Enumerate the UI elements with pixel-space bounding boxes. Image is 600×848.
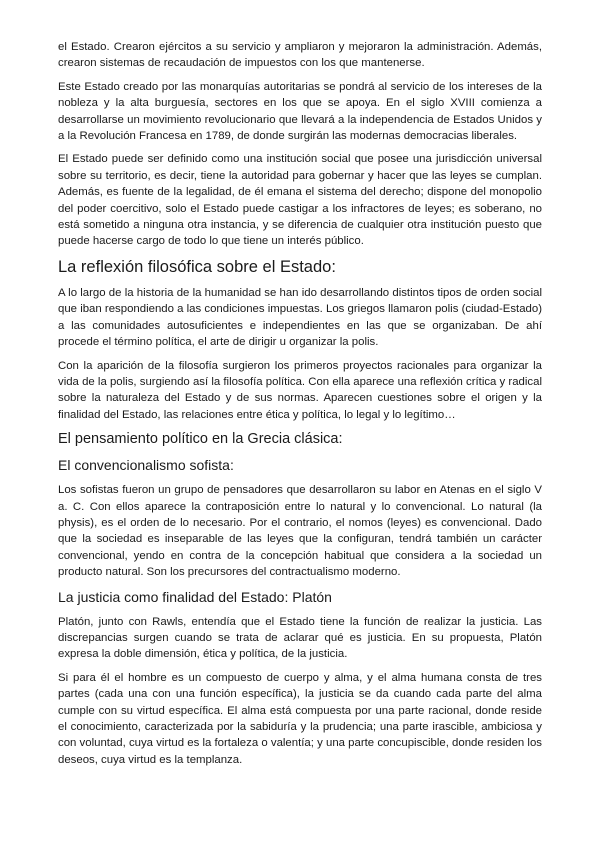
heading-platon: La justicia como finalidad del Estado: Platón [58, 588, 332, 605]
heading-reflexion: La reflexión filosófica sobre el Estado: [58, 257, 336, 276]
heading-convencionalismo: El convencionalismo sofista: [58, 457, 234, 474]
reflexion-paragraph-2: Con la aparición de la filosofía surgieron los primeros proyectos racionales para organizar la vida de la polis, surgiendo así la filosofía política. Con ella aparece una reflexión crítica y radical sobre la naturaleza del Estado y de sus normas. Aparecen cuestiones sobre el origen y la finalidad del Estado, las relaciones entre ética y política, lo legal y lo legítimo… [58, 359, 542, 421]
platon-paragraph-1: Platón, junto con Rawls, entendía que el Estado tiene la función de realizar la justicia. Las discrepancias surgen cuando se trata de aclarar qué es justicia. En su propuesta, Platón expresa la doble dimensión, ética y política, de la justicia. [58, 615, 542, 661]
heading-grecia: El pensamiento político en la Grecia clásica: [58, 431, 343, 448]
intro-paragraph-3: El Estado puede ser definido como una institución social que posee una jurisdicción universal sobre su territorio, es decir, tiene la autoridad para gobernar y hacer que las leyes se cumplan. Además, es fuente de la legalidad, de él emana el sistema del derecho; dispone del monopolio del poder coercitivo, solo el Estado puede castigar a los infractores de leyes; es soberano, no está sometido a ninguna otra instancia, y se diferencia de cualquier otra institución puesto que puede hacerse cargo de todo lo que tiene un interés público. [58, 153, 542, 248]
reflexion-paragraph-1: A lo largo de la historia de la humanidad se han ido desarrollando distintos tipos de orden social que iban respondiendo a las condiciones impuestas. Los griegos llamaron polis (ciudad-Estado) a las comunidades autosuficientes e independientes en las que se organizaban. De ahí procede el término política, el arte de dirigir u organizar la polis. [58, 286, 542, 349]
sofistas-paragraph: Los sofistas fueron un grupo de pensadores que desarrollaron su labor en Atenas en el siglo V a. C. Con ellos aparece la contraposición entre lo natural y lo convencional. Lo natural (la physis), es el orden de lo necesario. Por el contrario, el nomos (leyes) es convencional. Dado que la sociedad es inseparable de las leyes que la configuran, tendrá también un carácter convencional, yendo en contra de la concepción habitual que considera a la sociedad un producto natural. Son los precursores del contractualismo moderno. [58, 484, 542, 579]
platon-paragraph-2: Si para él el hombre es un compuesto de cuerpo y alma, y el alma humana consta de tres partes (cada una con una función específica), la justicia se da cuando cada parte del alma cumple con su virtud específica. El alma está compuesta por una parte racional, donde reside el conocimiento, caracterizada por la sabiduría y la prudencia; una parte irascible, ambiciosa y con voluntad, cuya virtud es la fortaleza o valentía; y una parte concupiscible, donde residen los deseos, cuya virtud es la templanza. [58, 671, 542, 766]
intro-paragraph-1: el Estado. Crearon ejércitos a su servicio y ampliaron y mejoraron la administración. Además, crearon sistemas de recaudación de impuestos con los que mantenerse. [58, 41, 542, 70]
intro-paragraph-2: Este Estado creado por las monarquías autoritarias se pondrá al servicio de los intereses de la nobleza y la alta burguesía, sectores en los que se apoya. En el siglo XVIII comienza a desarrollarse un movimiento revolucionario que llevará a la independencia de Estados Unidos y a la Revolución Francesa en 1789, de donde surgirán las modernas democracias liberales. [58, 80, 542, 143]
